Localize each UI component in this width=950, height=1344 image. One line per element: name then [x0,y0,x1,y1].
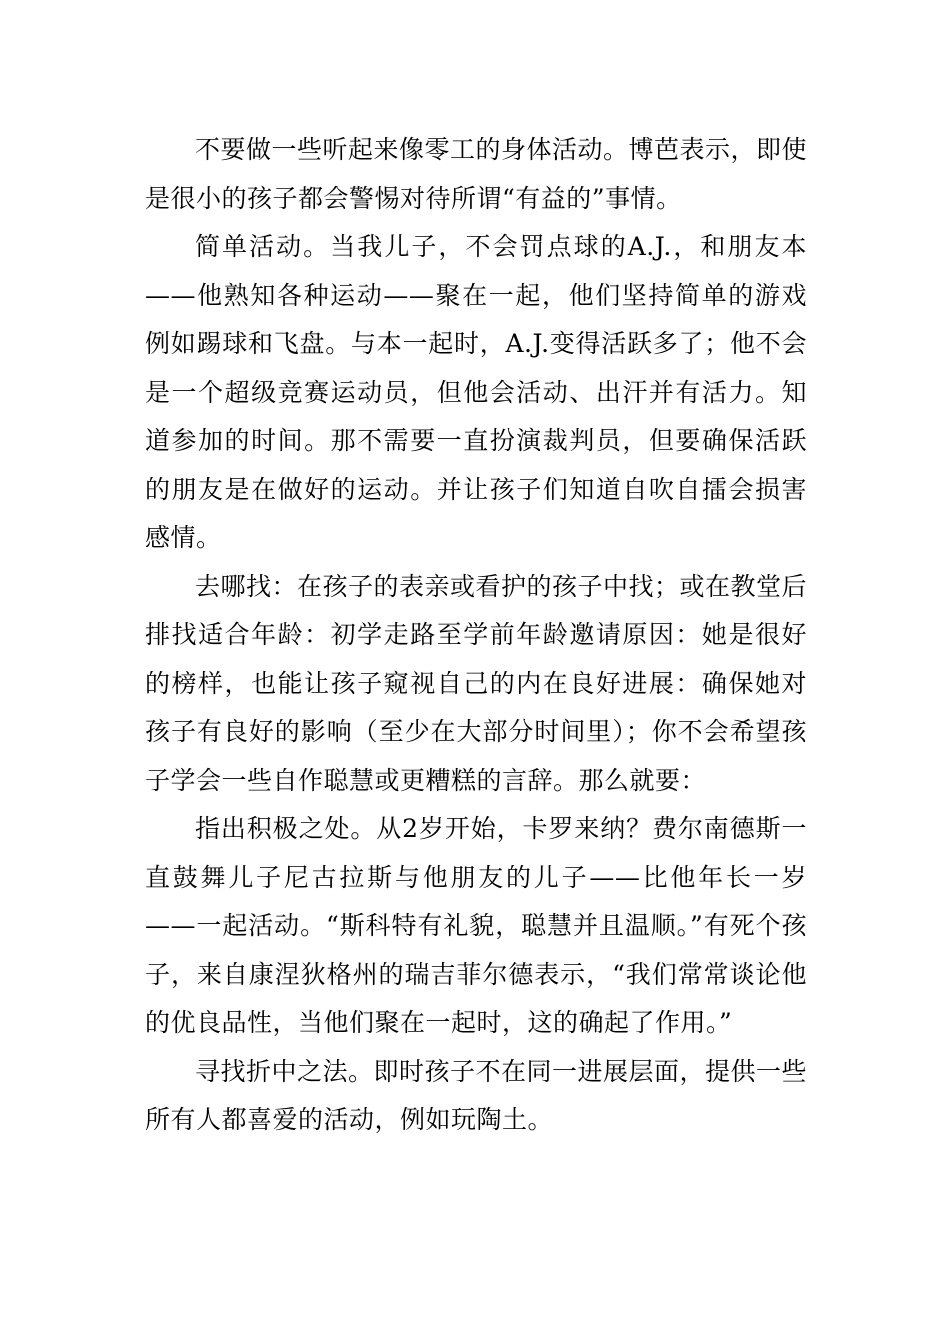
paragraph-3: 去哪找：在孩子的表亲或看护的孩子中找；或在教堂后排找适合年龄：初学走路至学前年龄邀请原因：她是很好的榜样，也能让孩子窥视自己的内在良好进展：确保她对孩子有良好的影响（至少在大部分时间里）；你不会希望孩子学会一些自作聪慧或更糟糕的言辞。那么就要： [145,571,808,795]
paragraph-5: 寻找折中之法。即时孩子不在同一进展层面，提供一些所有人都喜爱的活动，例如玩陶土。 [145,1056,808,1134]
paragraph-2: 简单活动。当我儿子，不会罚点球的A.J.，和朋友本——他熟知各种运动——聚在一起，他们坚持简单的游戏例如踢球和飞盘。与本一起时，A.J.变得活跃多了；他不会是一个超级竞赛运动员，但他会活动、出汗并有活力。知道参加的时间。那不需要一直扮演裁判员，但要确保活跃的朋友是在做好的运动。并让孩子们知道自吹自擂会损害感情。 [145,232,807,552]
paragraph-1: 不要做一些听起来像零工的身体活动。博芭表示，即使是很小的孩子都会警惕对待所谓“有益的”事情。 [145,135,808,213]
paragraph-4: 指出积极之处。从2岁开始，卡罗来纳？费尔南德斯一直鼓舞儿子尼古拉斯与他朋友的儿子——比他年长一岁——一起活动。“斯科特有礼貌，聪慧并且温顺。”有死个孩子，来自康涅狄格州的瑞吉菲尔德表示，“我们常常谈论他的优良品性，当他们聚在一起时，这的确起了作用。” [145,814,807,1037]
document-body [145,126,807,1145]
